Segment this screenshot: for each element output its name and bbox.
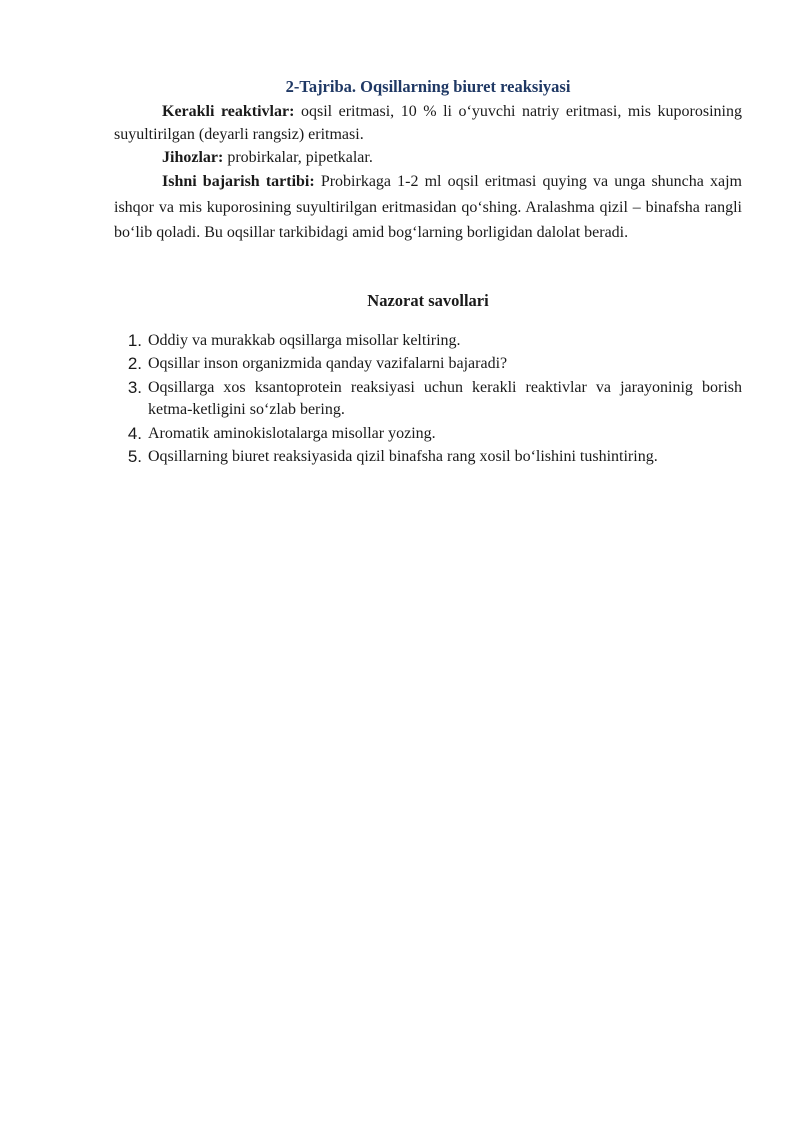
procedure-label: Ishni bajarish tartibi: [162,173,315,190]
question-number: 4. [127,423,142,443]
questions-list [114,330,742,469]
equipment-label: Jihozlar: [162,149,224,166]
questions-title: Nazorat savollari [367,290,489,310]
equipment-paragraph [114,146,742,169]
equipment-text: probirkalar, pipetkalar. [223,149,373,166]
experiment-title: 2-Tajriba. Oqsillarning biuret reaksiyasi [285,77,571,96]
question-number: 2. [127,354,142,373]
question-text: Aromatik aminokislotalarga misollar yozing. [148,424,436,442]
procedure-text: Probirkaga 1-2 ml oqsil eritmasi quying va unga shuncha xajm ishqor va mis kuporosining suyultirilgan eritmasidan qo‘shing. Aralashma qizil – binafsha rangli bo‘lib qoladi. Bu oqsillar tarkibidagi amid bog‘larning borligidan dalolat beradi. [114,173,742,241]
reagents-paragraph [114,100,742,146]
question-number: 1. [127,330,142,350]
reagents-text: oqsil eritmasi, 10 % li o‘yuvchi natriy eritmasi, mis kuporosining suyultirilgan (deyarli rangsiz) eritmasi. [114,103,742,143]
procedure-paragraph [114,169,742,246]
question-item [114,353,742,376]
document-page [114,76,742,470]
question-number: 5. [127,447,142,466]
question-item [114,446,742,469]
question-item [114,423,742,446]
question-number: 3. [127,377,142,397]
question-text: Oqsillarga xos ksantoprotein reaksiyasi uchun kerakli reaktivlar va jarayoninig borish ketma-ketligini so‘zlab bering. [148,378,742,418]
question-item [114,330,742,353]
question-text: Oqsillar inson organizmida qanday vazifalarni bajaradi? [148,355,508,372]
question-text: Oqsillarning biuret reaksiyasida qizil binafsha rang xosil bo‘lishini tushintiring. [148,448,658,465]
reagents-label: Kerakli reaktivlar: [162,103,295,120]
question-item [114,377,742,422]
question-text: Oddiy va murakkab oqsillarga misollar keltiring. [148,331,461,349]
